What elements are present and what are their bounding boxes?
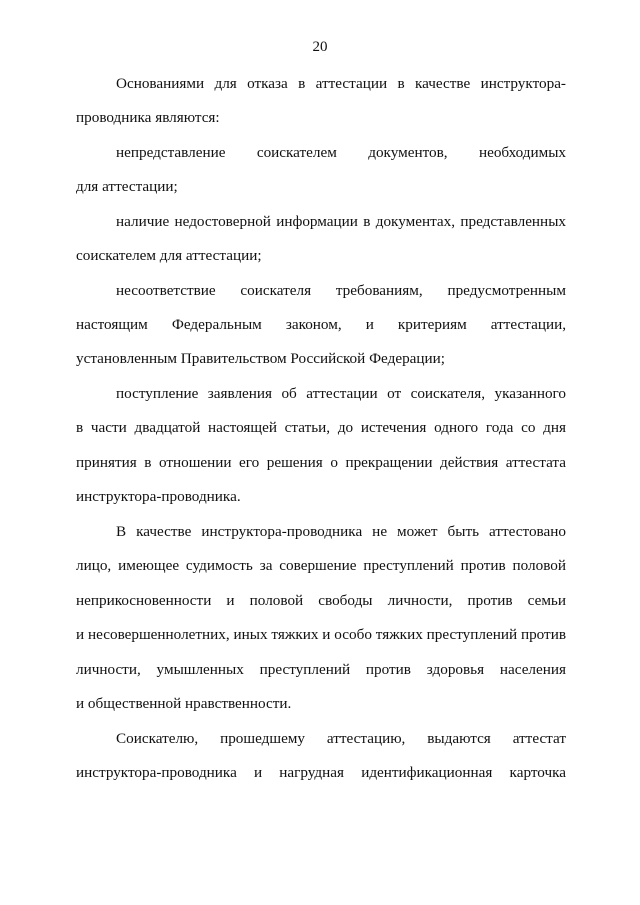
text-line: лицо, имеющее судимость за совершение преступлений против половой	[76, 557, 566, 574]
text-line: инструктора-проводника.	[76, 488, 241, 505]
text-line: инструктора-проводника и нагрудная идентификационная карточка	[76, 764, 566, 781]
text-line: непредставление соискателем документов, необходимых	[116, 144, 566, 161]
text-line: в части двадцатой настоящей статьи, до истечения одного года со дня	[76, 419, 566, 436]
text-line: соискателем для аттестации;	[76, 247, 262, 264]
text-line: установленным Правительством Российской Федерации;	[76, 350, 446, 367]
text-line: и несовершеннолетних, иных тяжких и особо тяжких преступлений против	[76, 626, 566, 643]
text-line: В качестве инструктора-проводника не может быть аттестовано	[116, 523, 566, 540]
text-line: принятия в отношении его решения о прекращении действия аттестата	[76, 454, 566, 471]
text-line: поступление заявления об аттестации от соискателя, указанного	[116, 385, 566, 402]
text-line: Соискателю, прошедшему аттестацию, выдаются аттестат	[116, 730, 566, 747]
text-line: проводника являются:	[76, 109, 220, 126]
text-line: и общественной нравственности.	[76, 695, 292, 712]
text-line: Основаниями для отказа в аттестации в качестве инструктора-	[116, 75, 566, 92]
text-line: личности, умышленных преступлений против здоровья населения	[76, 661, 566, 678]
text-line: наличие недостоверной информации в документах, представленных	[116, 213, 566, 230]
text-line: настоящим Федеральным законом, и критериям аттестации,	[76, 316, 566, 333]
text-line: несоответствие соискателя требованиям, предусмотренным	[116, 282, 566, 299]
text-line: для аттестации;	[76, 178, 178, 195]
page-number: 20	[312, 39, 328, 55]
text-line: неприкосновенности и половой свободы личности, против семьи	[76, 592, 566, 609]
